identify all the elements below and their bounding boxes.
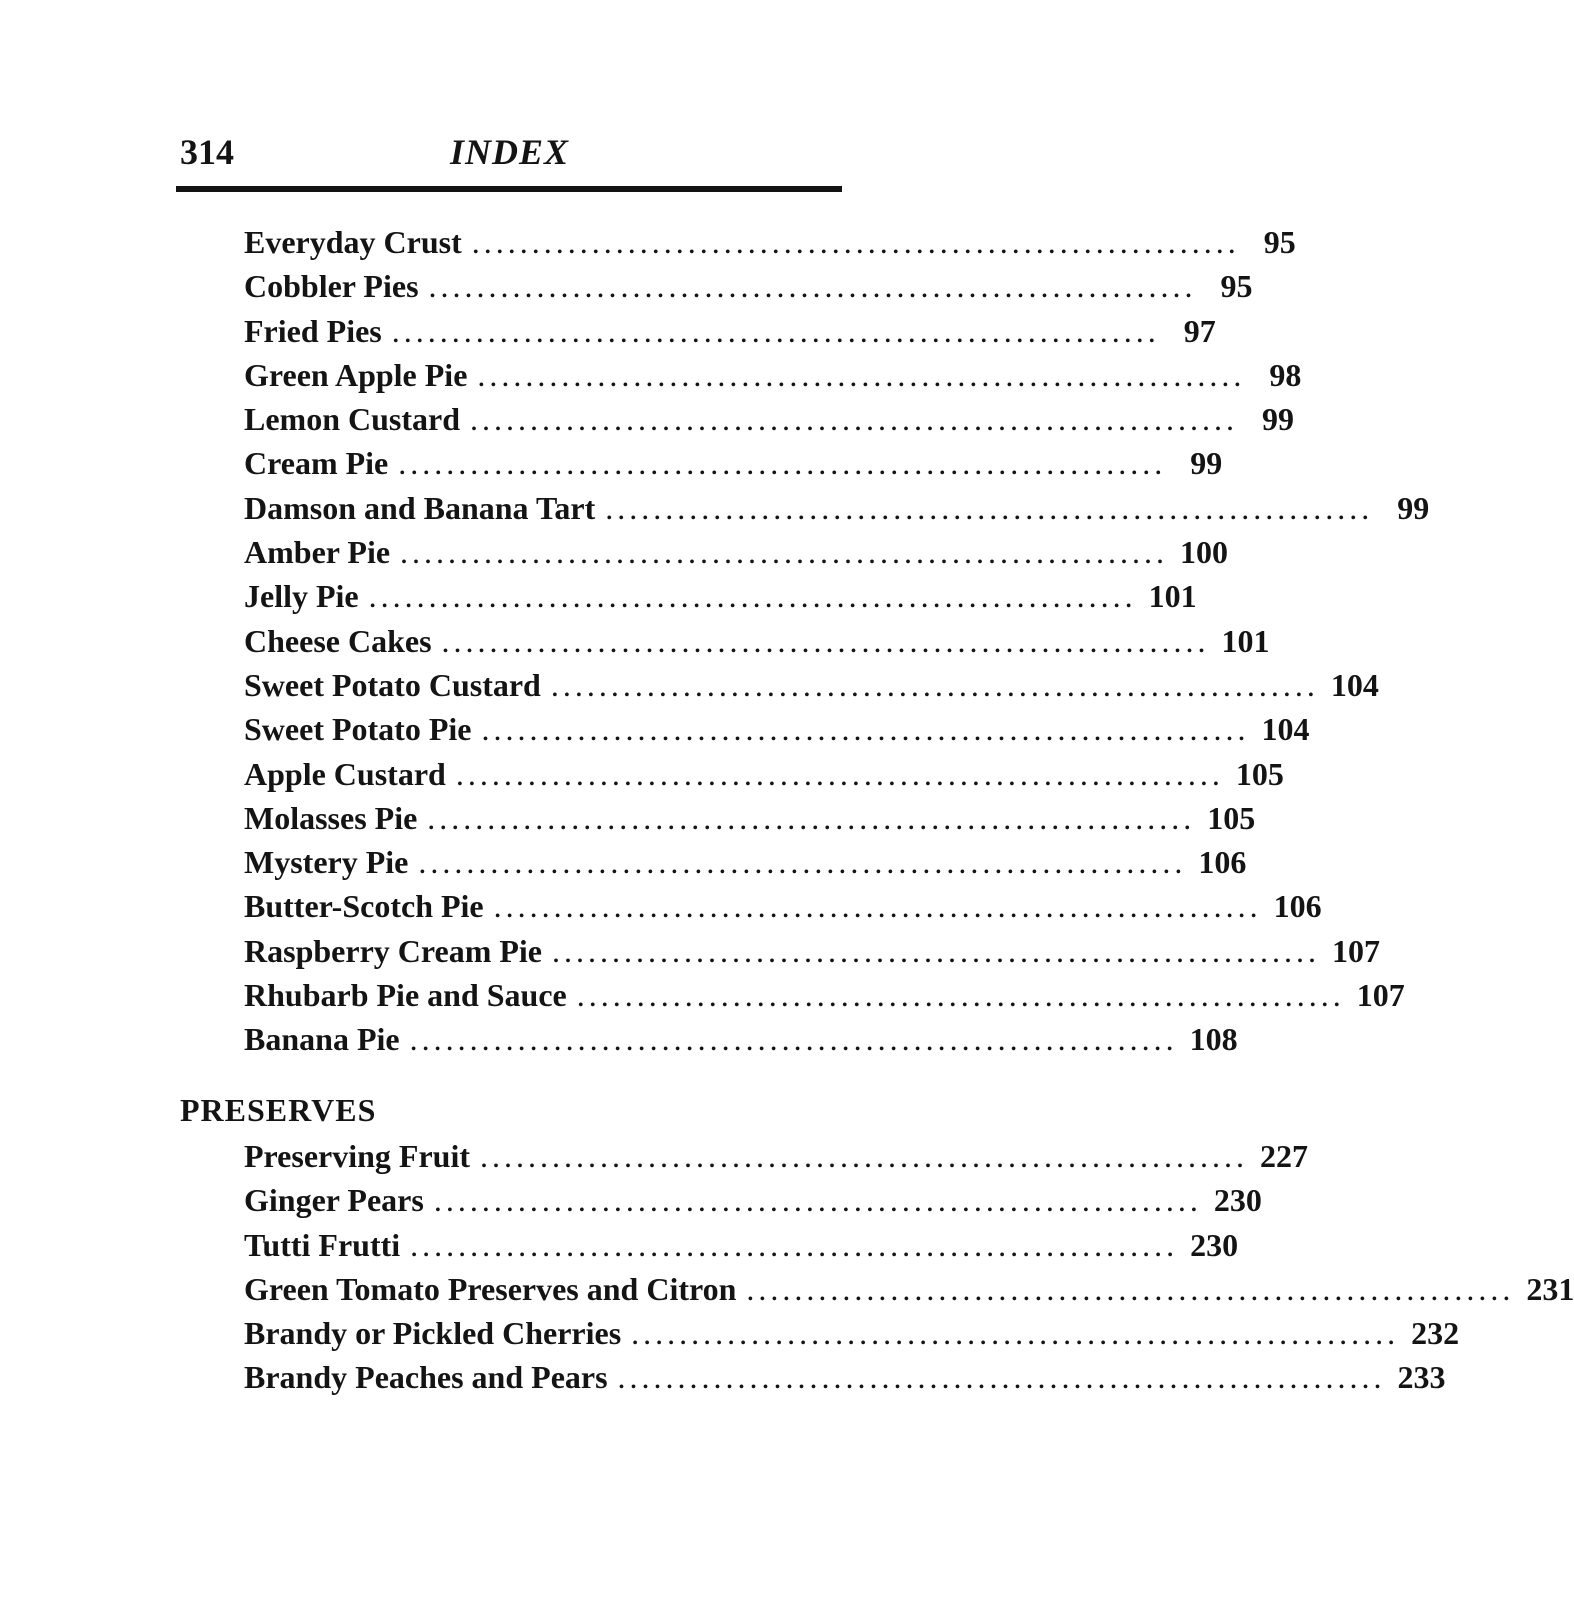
entry-page: 100 [1180,534,1229,571]
entry-title: Cheese Cakes [244,622,432,659]
dot-leader: ................................................................ [477,356,1246,393]
dot-leader: ................................................................ [368,578,1137,615]
entry-title: Cream Pie [244,445,389,482]
entry-page: 107 [1332,932,1380,969]
entry-page: 233 [1397,1359,1446,1396]
entry-page: 101 [1148,578,1197,615]
dot-leader: ................................................................ [605,489,1374,526]
entry-page: 101 [1221,622,1270,659]
entry-title: Apple Custard [244,755,446,792]
entry-page: 230 [1213,1182,1262,1219]
index-entry [244,1267,1574,1311]
dot-leader: ................................................................ [398,445,1167,482]
index-entry [244,1178,1262,1222]
index-entry [244,707,1310,751]
entry-page: 99 [1262,401,1295,438]
dot-leader: ................................................................ [746,1270,1515,1307]
index-entry [244,530,1229,574]
index-entry [244,929,1380,973]
dot-leader: ................................................................ [441,622,1210,659]
dot-leader: ................................................................ [471,224,1240,260]
dot-leader: ................................................................ [410,1226,1179,1263]
entry-title: Damson and Banana Tart [244,489,596,526]
dot-leader: ................................................................ [433,1182,1202,1219]
entry-title: Sweet Potato Pie [244,711,472,748]
entry-page: 105 [1207,799,1256,836]
index-entry [244,264,1253,308]
entry-page: 106 [1198,844,1247,881]
entry-title: Ginger Pears [244,1182,424,1219]
entry-page: 95 [1220,268,1253,305]
entry-title: Butter-Scotch Pie [244,888,484,925]
entry-page: 99 [1190,445,1223,482]
dot-leader: ................................................................ [427,799,1196,836]
entry-title: Preserving Fruit [244,1138,471,1174]
index-entry [244,486,1430,530]
dot-leader: ................................................................ [493,888,1262,925]
index-entry [244,619,1270,663]
entry-title: Amber Pie [244,534,391,571]
entry-title: Tutti Frutti [244,1226,401,1263]
entry-page: 105 [1235,755,1284,792]
entry-page: 104 [1330,666,1379,703]
entry-title: Molasses Pie [244,799,418,836]
index-entry [244,1134,1309,1178]
page-number: 314 [180,132,234,172]
running-title: INDEX [450,132,570,172]
preserves-entry-list [244,1134,1574,1400]
entry-title: Banana Pie [244,1021,400,1058]
entry-title: Brandy Peaches and Pears [244,1359,608,1396]
index-entry [244,441,1223,485]
entry-title: Sweet Potato Custard [244,666,541,703]
entry-page: 227 [1260,1138,1309,1174]
dot-leader: ................................................................ [428,268,1197,305]
entry-page: 231 [1526,1270,1574,1307]
index-entry [244,220,1296,264]
entry-title: Fried Pies [244,312,382,349]
dot-leader: ................................................................ [418,844,1187,881]
index-entry [244,663,1379,707]
entry-page: 95 [1263,224,1296,260]
dot-leader: ................................................................ [455,755,1224,792]
index-entry [244,796,1256,840]
entry-page: 106 [1273,888,1322,925]
dot-leader: ................................................................ [480,1138,1249,1174]
entry-title: Brandy or Pickled Cherries [244,1315,622,1352]
entry-title: Cobbler Pies [244,268,419,305]
index-entry [244,752,1284,796]
entry-page: 230 [1190,1226,1239,1263]
entry-page: 107 [1356,977,1405,1014]
entry-title: Mystery Pie [244,844,409,881]
index-entry [244,1223,1239,1267]
dot-leader: ................................................................ [409,1021,1178,1058]
entry-page: 104 [1261,711,1310,748]
index-entry [244,884,1322,928]
entry-title: Rhubarb Pie and Sauce [244,977,567,1014]
index-entry [244,1355,1446,1399]
dot-leader: ................................................................ [391,312,1160,349]
entry-title: Green Tomato Preserves and Citron [244,1270,737,1307]
dot-leader: ................................................................ [617,1359,1386,1396]
index-entry [244,840,1247,884]
index-entry [244,309,1216,353]
entry-page: 232 [1411,1315,1460,1352]
section-heading-preserves: PRESERVES [180,1092,377,1128]
dot-leader: ................................................................ [550,666,1319,703]
dot-leader: ................................................................ [576,977,1345,1014]
entry-page: 99 [1397,489,1430,526]
pies-entry-list [244,220,1430,1062]
dot-leader: ................................................................ [631,1315,1400,1352]
index-entry [244,1311,1460,1355]
dot-leader: ................................................................ [552,932,1320,969]
page-header [180,128,842,176]
entry-title: Raspberry Cream Pie [244,932,542,969]
entry-page: 98 [1269,356,1302,393]
entry-title: Jelly Pie [244,578,359,615]
index-entry [244,397,1295,441]
entry-title: Green Apple Pie [244,356,468,393]
entry-page: 108 [1189,1021,1238,1058]
entry-title: Everyday Crust [244,224,462,260]
header-rule [176,186,842,192]
index-entry [244,973,1405,1017]
dot-leader: ................................................................ [400,534,1169,571]
dot-leader: ................................................................ [481,711,1250,748]
index-entry [244,1017,1238,1061]
entry-title: Lemon Custard [244,401,461,438]
index-entry [244,574,1197,618]
entry-page: 97 [1183,312,1216,349]
index-entry [244,353,1302,397]
dot-leader: ................................................................ [470,401,1239,438]
